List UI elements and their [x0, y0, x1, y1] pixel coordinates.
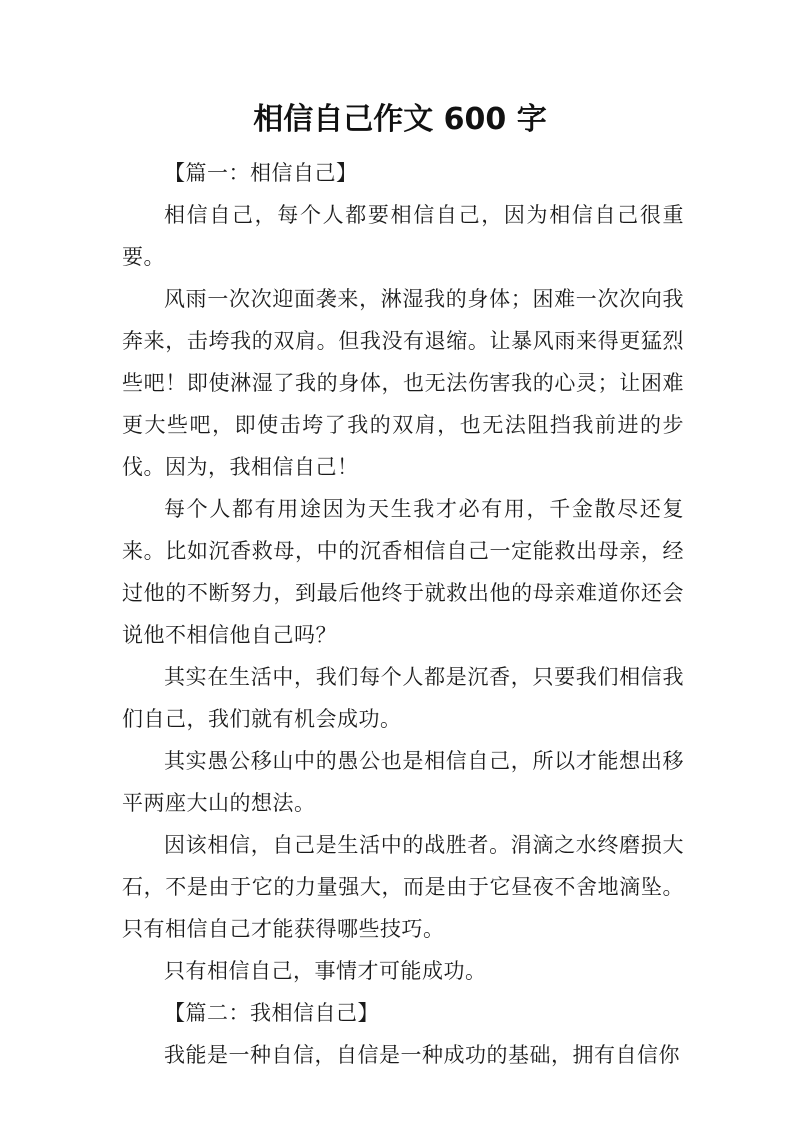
section-heading-1: 【篇一：相信自己】: [164, 161, 358, 185]
paragraph: 其实在生活中，我们每个人都是沉香，只要我们相信我们自己，我们就有机会成功。: [122, 665, 684, 731]
paragraph: 相信自己，每个人都要相信自己，因为相信自己很重要。: [122, 203, 684, 269]
paragraph: 其实愚公移山中的愚公也是相信自己，所以才能想出移平两座大山的想法。: [122, 749, 684, 815]
paragraph: 只有相信自己，事情才可能成功。: [164, 959, 487, 983]
paragraph: 风雨一次次迎面袭来，淋湿我的身体；困难一次次向我奔来，击垮我的双肩。但我没有退缩。让暴风雨来得更猛烈些吧！即使淋湿了我的身体，也无法伤害我的心灵；让困难更大些吧，即使击垮了我的双肩，也无法阻挡我前进的步伐。因为，我相信自己！: [122, 287, 684, 479]
section-heading-2: 【篇二：我相信自己】: [164, 1001, 379, 1025]
document-body: [122, 152, 684, 1076]
paragraph: 每个人都有用途因为天生我才必有用，千金散尽还复来。比如沉香救母，中的沉香相信自己一定能救出母亲，经过他的不断努力，到最后他终于就救出他的母亲难道你还会说他不相信他自己吗？: [122, 497, 684, 647]
document-title: 相信自己作文 600 字: [253, 102, 547, 137]
paragraph: 我能是一种自信，自信是一种成功的基础，拥有自信你: [164, 1043, 680, 1067]
paragraph: 因该相信，自己是生活中的战胜者。涓滴之水终磨损大石，不是由于它的力量强大，而是由于它昼夜不舍地滴坠。只有相信自己才能获得哪些技巧。: [122, 833, 684, 941]
